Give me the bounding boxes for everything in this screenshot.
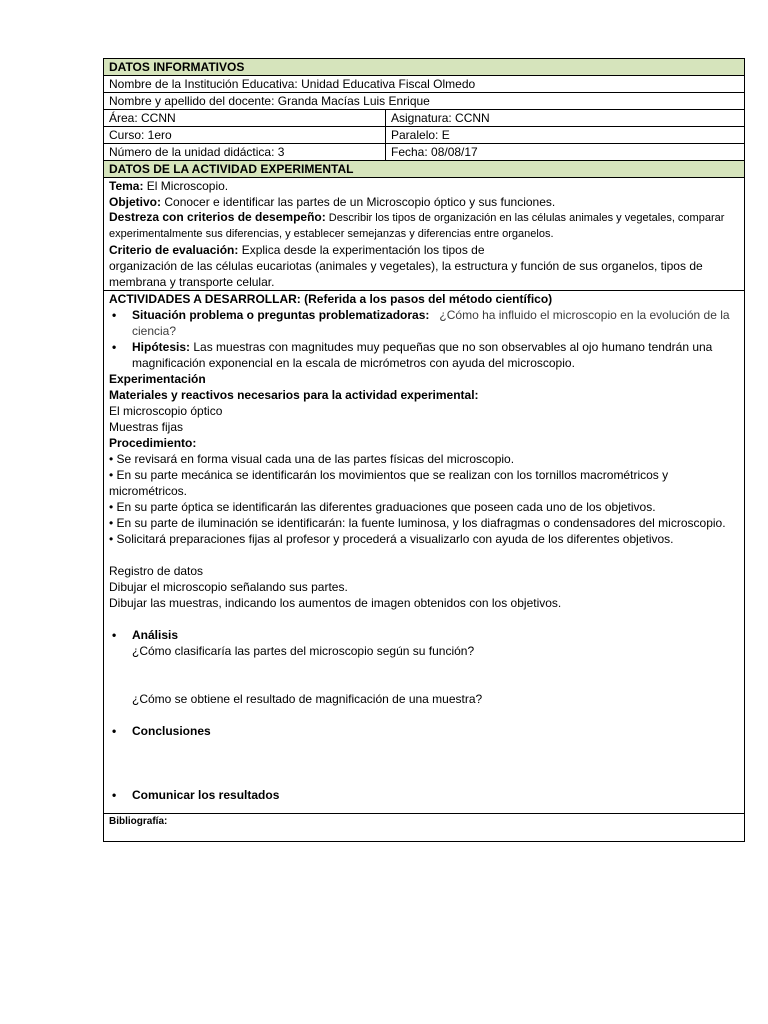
registro-item: Dibujar las muestras, indicando los aumentos de imagen obtenidos con los objetivos. bbox=[109, 596, 562, 610]
criterio-value: Explica desde la experimentación los tipos de bbox=[238, 243, 485, 257]
analisis-label: Análisis bbox=[132, 628, 179, 642]
spacer bbox=[109, 547, 744, 563]
conclusiones-list bbox=[109, 723, 744, 739]
analisis-question-2: ¿Cómo se obtiene el resultado de magnificación de una muestra? bbox=[132, 692, 483, 706]
bullet-list-top bbox=[109, 307, 744, 371]
analisis-item bbox=[109, 627, 744, 707]
analisis-list bbox=[109, 627, 744, 707]
registro-item: Dibujar el microscopio señalando sus partes. bbox=[109, 580, 348, 594]
spacer bbox=[132, 659, 744, 691]
experimentacion-heading: Experimentación bbox=[109, 372, 206, 386]
fecha-field: Fecha: 08/08/17 bbox=[386, 144, 745, 161]
objetivo-label: Objetivo: bbox=[109, 195, 162, 209]
comunicar-list bbox=[109, 787, 744, 803]
spacer bbox=[109, 803, 744, 813]
procedimiento-step: • En su parte de iluminación se identificarán: la fuente luminosa, y los diafragmas o condensadores del microscopio. bbox=[109, 516, 726, 530]
actividades-title: ACTIVIDADES A DESARROLLAR: (Referida a los pasos del método científico) bbox=[109, 292, 553, 306]
procedimiento-heading: Procedimiento: bbox=[109, 436, 197, 450]
objetivo-value: Conocer e identificar las partes de un Microscopio óptico y sus funciones. bbox=[161, 195, 556, 209]
institucion-field: Nombre de la Institución Educativa: Unidad Educativa Fiscal Olmedo bbox=[104, 76, 745, 93]
procedimiento-step: • Solicitará preparaciones fijas al profesor y procederá a visualizarlo con ayuda de los diferentes objetivos. bbox=[109, 532, 674, 546]
area-field: Área: CCNN bbox=[104, 110, 386, 127]
criterio-label: Criterio de evaluación: bbox=[109, 243, 239, 257]
procedimiento-step: • En su parte mecánica se identificarán los movimientos que se realizan con los tornillos macrométricos y micrométricos. bbox=[109, 468, 669, 498]
material-item: El microscopio óptico bbox=[109, 404, 223, 418]
analisis-question-1: ¿Cómo clasificaría las partes del microscopio según su función? bbox=[132, 644, 475, 658]
destreza-value: Describir los tipos de organización en las células animales y vegetales, comparar experimentalmente sus diferencias, y establecer semejanzas y diferencias entre organelos. bbox=[109, 212, 725, 240]
hipotesis-text: Las muestras con magnitudes muy pequeñas que no son observables al ojo humano tendrán una magnificación exponencial en la escala de micrómetros con ayuda del microscopio. bbox=[132, 340, 713, 370]
hipotesis-label: Hipótesis: bbox=[132, 340, 191, 354]
document-page bbox=[103, 58, 744, 842]
actividad-experimental-header: DATOS DE LA ACTIVIDAD EXPERIMENTAL bbox=[104, 161, 745, 178]
comunicar-item: • Comunicar los resultados bbox=[109, 787, 744, 803]
criterio-line bbox=[109, 242, 744, 258]
materiales-heading: Materiales y reactivos necesarios para la actividad experimental: bbox=[109, 388, 479, 402]
hipotesis-item bbox=[109, 339, 744, 371]
spacer bbox=[109, 611, 744, 627]
actividades-cell bbox=[104, 291, 745, 814]
situacion-item bbox=[109, 307, 744, 339]
tema-line bbox=[109, 178, 744, 194]
destreza-line bbox=[109, 210, 744, 242]
criterio-continuation: organización de las células eucariotas (animales y vegetales), la estructura y función de sus organelos, tipos de membrana y transporte celular. bbox=[109, 259, 703, 289]
actividad-details-cell bbox=[104, 178, 745, 291]
procedimiento-step: • Se revisará en forma visual cada una de las partes físicas del microscopio. bbox=[109, 452, 515, 466]
objetivo-line bbox=[109, 194, 744, 210]
situacion-question: ¿Cómo ha influido el microscopio en la evolución de la ciencia? bbox=[132, 308, 730, 338]
curso-field: Curso: 1ero bbox=[104, 127, 386, 144]
tema-value: El Microscopio. bbox=[143, 179, 229, 193]
conclusiones-item: • Conclusiones bbox=[109, 723, 744, 739]
asignatura-field: Asignatura: CCNN bbox=[386, 110, 745, 127]
destreza-label: Destreza con criterios de desempeño: bbox=[109, 210, 326, 224]
material-item: Muestras fijas bbox=[109, 420, 184, 434]
spacer bbox=[109, 739, 744, 787]
docente-field: Nombre y apellido del docente: Granda Macías Luis Enrique bbox=[104, 93, 745, 110]
paralelo-field: Paralelo: E bbox=[386, 127, 745, 144]
procedimiento-step: • En su parte óptica se identificarán las diferentes graduaciones que poseen cada uno de los objetivos. bbox=[109, 500, 656, 514]
registro-heading: Registro de datos bbox=[109, 564, 204, 578]
tema-label: Tema: bbox=[109, 179, 144, 193]
activity-form-table bbox=[103, 58, 745, 842]
bibliografia-field: Bibliografía: bbox=[104, 814, 745, 842]
datos-informativos-header: DATOS INFORMATIVOS bbox=[104, 59, 745, 76]
unidad-field: Número de la unidad didáctica: 3 bbox=[104, 144, 386, 161]
spacer bbox=[109, 707, 744, 723]
situacion-label: Situación problema o preguntas problematizadoras: bbox=[132, 308, 430, 322]
